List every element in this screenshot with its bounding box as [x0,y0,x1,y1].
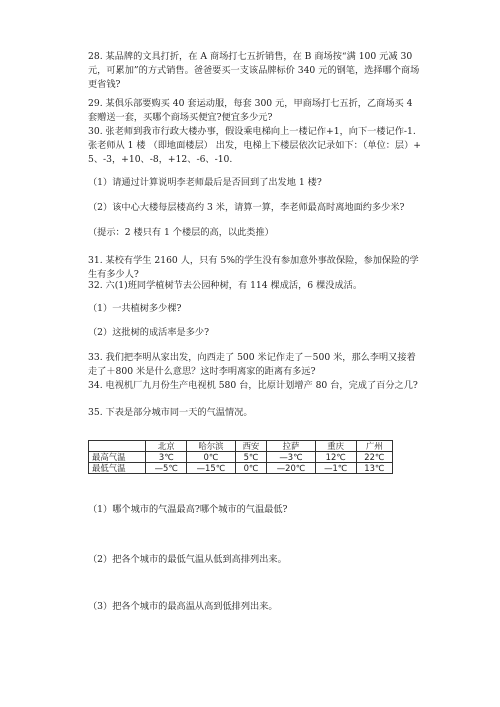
table-cell: —5℃ [146,463,187,474]
table-cell: —15℃ [187,463,236,474]
question-33: 33. 我们把李明从家出发，向西走了 500 米记作走了－500 米，那么李明又接着走了＋800 米是什么意思？这时李明离家的距离有多远? [88,352,416,377]
table-cell: 0℃ [235,463,267,474]
question-32: 32. 六(1)班同学植树节去公园种树，有 114 棵成活，6 棵没成活。 [88,280,362,291]
question-31: 31. 某校有学生 2160 人，只有 5%的学生没有参加意外事故保险，参加保险的学生有多少人? [88,255,419,280]
city-header: 广州 [356,441,392,452]
question-34: 34. 电视机厂九月份生产电视机 580 台，比原计划增产 80 台，完成了百分之几? [88,380,418,391]
question-30-hint: （提示：2 楼只有 1 个楼层的高，以此类推） [88,227,274,238]
question-32-part-2: （2）这批树的成活率是多少? [88,327,210,338]
table-row-low [89,463,393,474]
table-cell: 22℃ [356,452,392,463]
temperature-table [88,440,393,474]
table-row-high [89,452,393,463]
table-header-row [89,441,393,452]
table-cell: 0℃ [187,452,236,463]
question-35-part-3: （3）把各个城市的最高温从高到低排列出来。 [88,601,278,612]
question-29: 29. 某俱乐部要购买 40 套运动服，每套 300 元，甲商场打七五折，乙商场买 4 套赠送一套，买哪个商场买便宜?便宜多少元? [88,98,413,123]
city-header: 北京 [146,441,187,452]
table-cell: 5℃ [235,452,267,463]
question-28: 28. 某品牌的文具打折，在 A 商场打七五折销售，在 B 商场按“满 100 元减 30 元，可累加”的方式销售。爸爸要买一支该品牌标价 340 元的钢笔，选择哪个商场更省钱? [88,51,420,90]
city-header: 西安 [235,441,267,452]
table-cell: 13℃ [356,463,392,474]
table-cell: —3℃ [267,452,316,463]
table-corner-cell [89,441,146,452]
table-cell: 12℃ [315,452,356,463]
city-header: 重庆 [315,441,356,452]
table-cell: —1℃ [315,463,356,474]
city-header: 哈尔滨 [187,441,236,452]
question-35-part-1: （1）哪个城市的气温最高?哪个城市的气温最低? [88,504,288,515]
city-header: 拉萨 [267,441,316,452]
row-label: 最低气温 [89,463,146,474]
row-label: 最高气温 [89,452,146,463]
table-cell: 3℃ [146,452,187,463]
question-30-part-1: （1）请通过计算说明李老师最后是否回到了出发地 1 楼? [88,177,322,188]
question-30-part-2: （2）该中心大楼每层楼高约 3 米，请算一算，李老师最高时离地面约多少米? [88,202,405,213]
question-35: 35. 下表是部分城市同一天的气温情况。 [88,407,253,418]
table-cell: —20℃ [267,463,316,474]
question-30: 30. 张老师到我市行政大楼办事，假设乘电梯向上一楼记作+1，向下一楼记作-1. 张老师从 1 楼 （即地面楼层） 出发，电梯上下楼层依次记录如下：（单位：层）+5、-3，+10、-8，+12、-6、-10. [88,126,421,165]
question-35-part-2: （2）把各个城市的最低气温从低到高排列出来。 [88,554,287,565]
question-32-part-1: （1）一共植树多少棵? [88,303,182,314]
